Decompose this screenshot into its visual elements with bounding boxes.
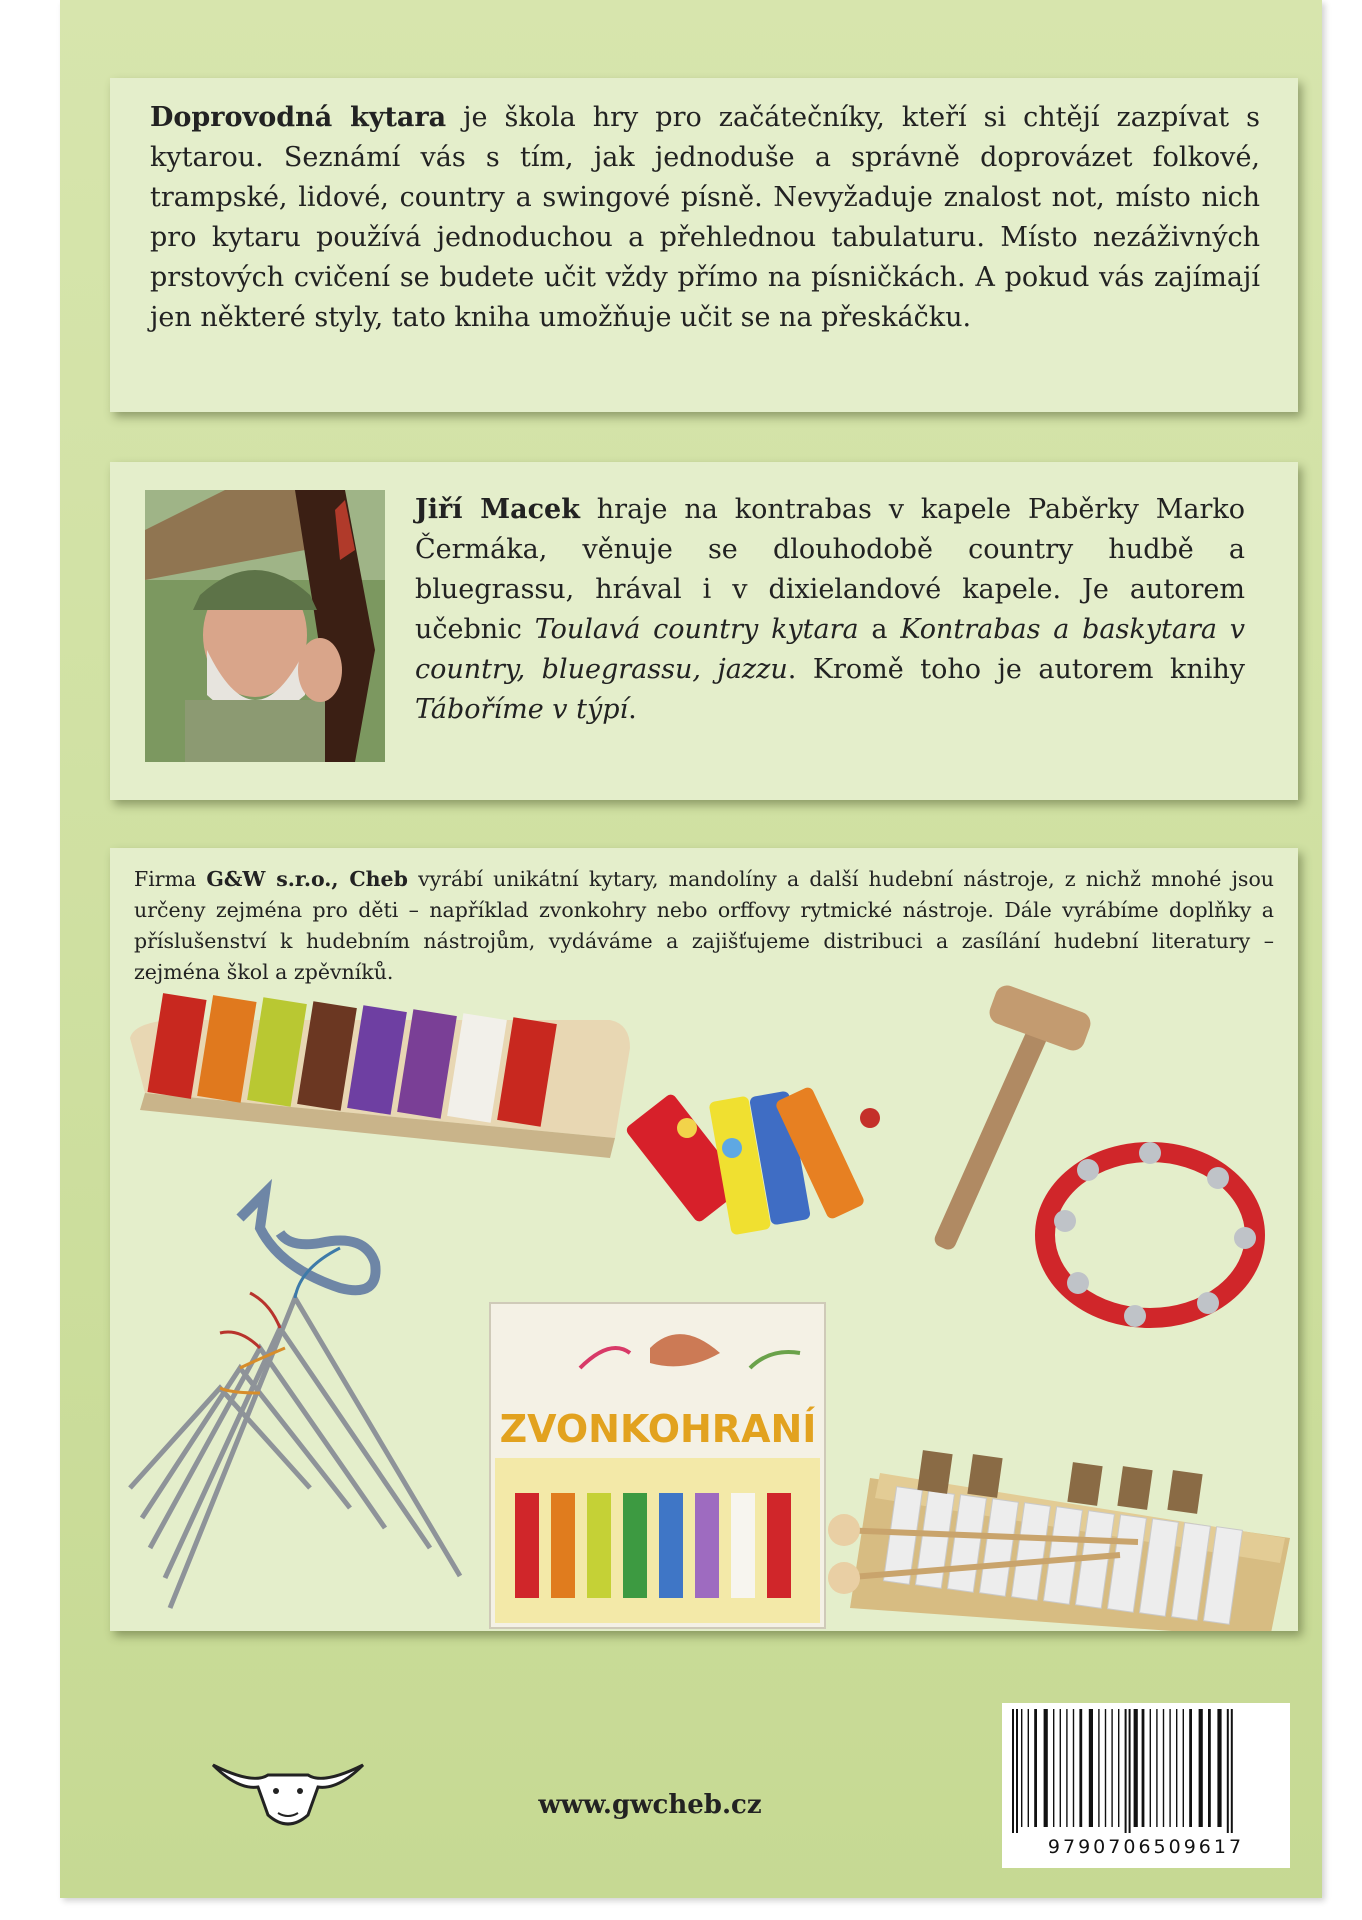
barcode-bar [1227,1709,1229,1833]
barcode-bar [1012,1709,1014,1833]
author-panel [110,462,1298,800]
company-text-part: Firma [134,867,207,891]
author-bio [415,490,1245,730]
barcode-bar [1208,1709,1211,1827]
barcode-bar [1089,1709,1093,1827]
publisher-bull-logo [208,1745,368,1835]
barcode-bar [1183,1709,1184,1827]
author-bio-part: hraje na kontrabas v kapele Paběrky Marko Čermáka, věnuje se dlouhodobě country hudbě a bluegrassu, hrával i v dixielandové kapele. Je autorem učebnic [415,494,1245,645]
description-body: je škola hry pro začátečníky, kteří si chtějí zazpívat s kytarou. Seznámí vás s tím, jak jednoduše a správně doprovázet folkové, trampské, lidové, country a swingové písně. Nevyžaduje znalost not, místo nich pro kytaru používá jednoduchou a přehlednou tabulaturu. Místo nezáživných prstových cvičení se budete učit vždy přímo na písničkách. A pokud vás zajímají jen některé styly, tato kniha umožňuje učit se na přeskáčku. [150,102,1261,333]
barcode-bar [1134,1709,1138,1827]
barcode-bar [1034,1709,1037,1827]
barcode-bar [1098,1709,1099,1827]
barcode-bar [1079,1709,1082,1827]
barcode-number: 9790706509617 [1047,1836,1245,1858]
mallets-illustration [820,1500,1150,1610]
website-link[interactable]: www.gwcheb.cz [538,1790,762,1820]
barcode-bar [1231,1709,1233,1833]
barcode-bar [1021,1709,1022,1827]
barcode-bar [1118,1709,1119,1827]
barcode-bar [1169,1709,1170,1827]
book-reference: Toulavá country kytara [534,614,859,645]
description-text [150,98,1260,338]
triangles-illustration [130,1248,460,1608]
barcode-bar [1125,1709,1127,1833]
author-bio-part: . Kromě toho je autorem knihy [787,654,1245,685]
jaw-harp-illustration [240,1193,376,1290]
barcode-bar [1105,1709,1106,1827]
kazoo-illustration [624,1086,880,1236]
author-name: Jiří Macek [415,494,580,525]
barcode-bar [1163,1709,1164,1827]
barcode-bar [1016,1709,1018,1833]
barcode-bar [1199,1709,1203,1827]
barcode-bar [1044,1709,1048,1827]
barcode-bar [1142,1709,1145,1827]
zvonkohrani-package [490,1303,825,1628]
barcode-bars [1002,1703,1290,1835]
isbn-barcode [1002,1703,1290,1868]
barcode-bar [1150,1709,1151,1827]
description-panel [110,78,1298,412]
tambourine-illustration [1045,1142,1256,1327]
book-title: Doprovodná kytara [150,102,447,133]
author-photo [145,490,385,762]
barcode-bar [1176,1709,1177,1827]
package-label: ZVONKOHRANÍ [499,1407,817,1451]
barcode-bar [1028,1709,1029,1827]
book-reference: Kontrabas a baskytara v country, bluegrassu, jazzu [415,614,1245,685]
book-reference: Táboříme v týpí [415,694,629,725]
barcode-bar [1189,1709,1192,1827]
author-bio-part: . [628,694,637,725]
glockenspiel-illustration [130,993,630,1158]
barcode-bar [1073,1709,1074,1827]
barcode-bar [1060,1709,1061,1827]
barcode-bar [1111,1709,1112,1827]
company-name: G&W s.r.o., Cheb [206,867,408,891]
barcode-bar [1066,1709,1067,1827]
barcode-bar [1156,1709,1157,1827]
barcode-bar [1217,1709,1221,1827]
barcode-bar [1129,1709,1131,1833]
author-bio-part: a [858,614,901,645]
barcode-bar [1053,1709,1054,1827]
company-text-part: vyrábí unikátní kytary, mandolíny a další hudební nástroje, z nichž mnohé jsou určeny zejména pro děti – například zvonkohry nebo orffovy rytmické nástroje. Dále vyrábíme doplňky a příslušenství k hudebním nástrojům, vydáváme a zajišťujeme distribuci a zasílání hudební literatury – zejména škol a zpěvníků. [134,867,1274,984]
